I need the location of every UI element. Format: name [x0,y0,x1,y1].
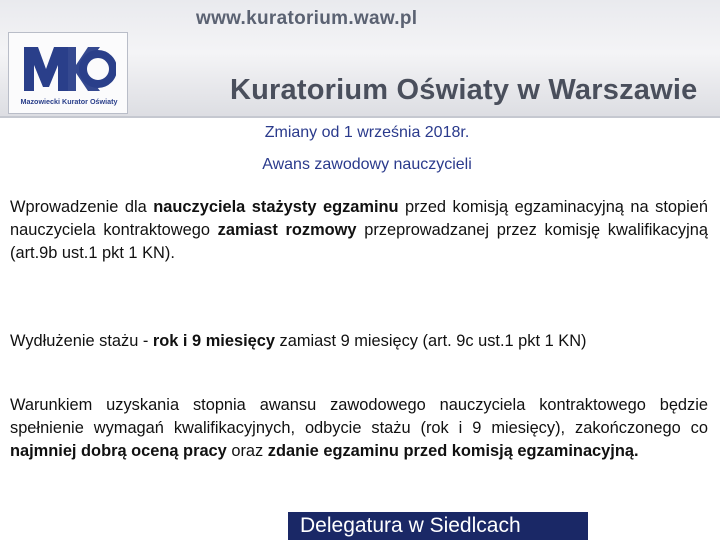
logo-caption: Mazowiecki Kurator Oświaty [20,97,118,106]
emphasis-text: najmniej dobrą oceną pracy [10,442,227,460]
slide-subtitle-date: Zmiany od 1 września 2018r. [264,124,470,141]
slide-header [0,0,720,118]
body-text: oraz [226,442,268,460]
paragraph-exam-introduction [10,196,708,265]
emphasis-text: nauczyciela stażysty egzaminu [153,198,399,216]
mko-logo-mark [20,39,116,97]
body-text: Wprowadzenie dla [10,198,154,216]
body-text: przed komisją egzaminacyjną na stopień nauczyciela kontraktowego [10,198,708,239]
paragraph-promotion-conditions [10,394,708,463]
slide-subtitle-topic: Awans zawodowy nauczycieli [262,156,472,173]
header-title: Kuratorium Oświaty w Warszawie [230,74,698,106]
paragraph-internship-extension [10,330,708,353]
body-text: przeprowadzanej przez komisję kwalifikacyjną (art.9b ust.1 pkt 1 KN). [10,221,708,262]
footer-delegation-label: Delegatura w Siedlcach [300,514,521,537]
header-url: www.kuratorium.waw.pl [196,8,418,29]
emphasis-text: zamiast rozmowy [217,221,357,239]
emphasis-text: zdanie egzaminu przed komisją egzaminacyjną. [267,442,639,460]
mko-logo [8,32,128,114]
header-divider [0,116,720,118]
body-text: Warunkiem uzyskania stopnia awansu zawodowego nauczyciela kontraktowego będzie spełnienie wymagań kwalifikacyjnych, odbycie stażu (rok i 9 miesięcy), zakończonego co [10,396,708,437]
body-text: Wydłużenie stażu - [10,332,153,350]
emphasis-text: rok i 9 miesięcy [152,332,275,350]
body-text: zamiast 9 miesięcy (art. 9c ust.1 pkt 1 KN) [274,332,587,350]
